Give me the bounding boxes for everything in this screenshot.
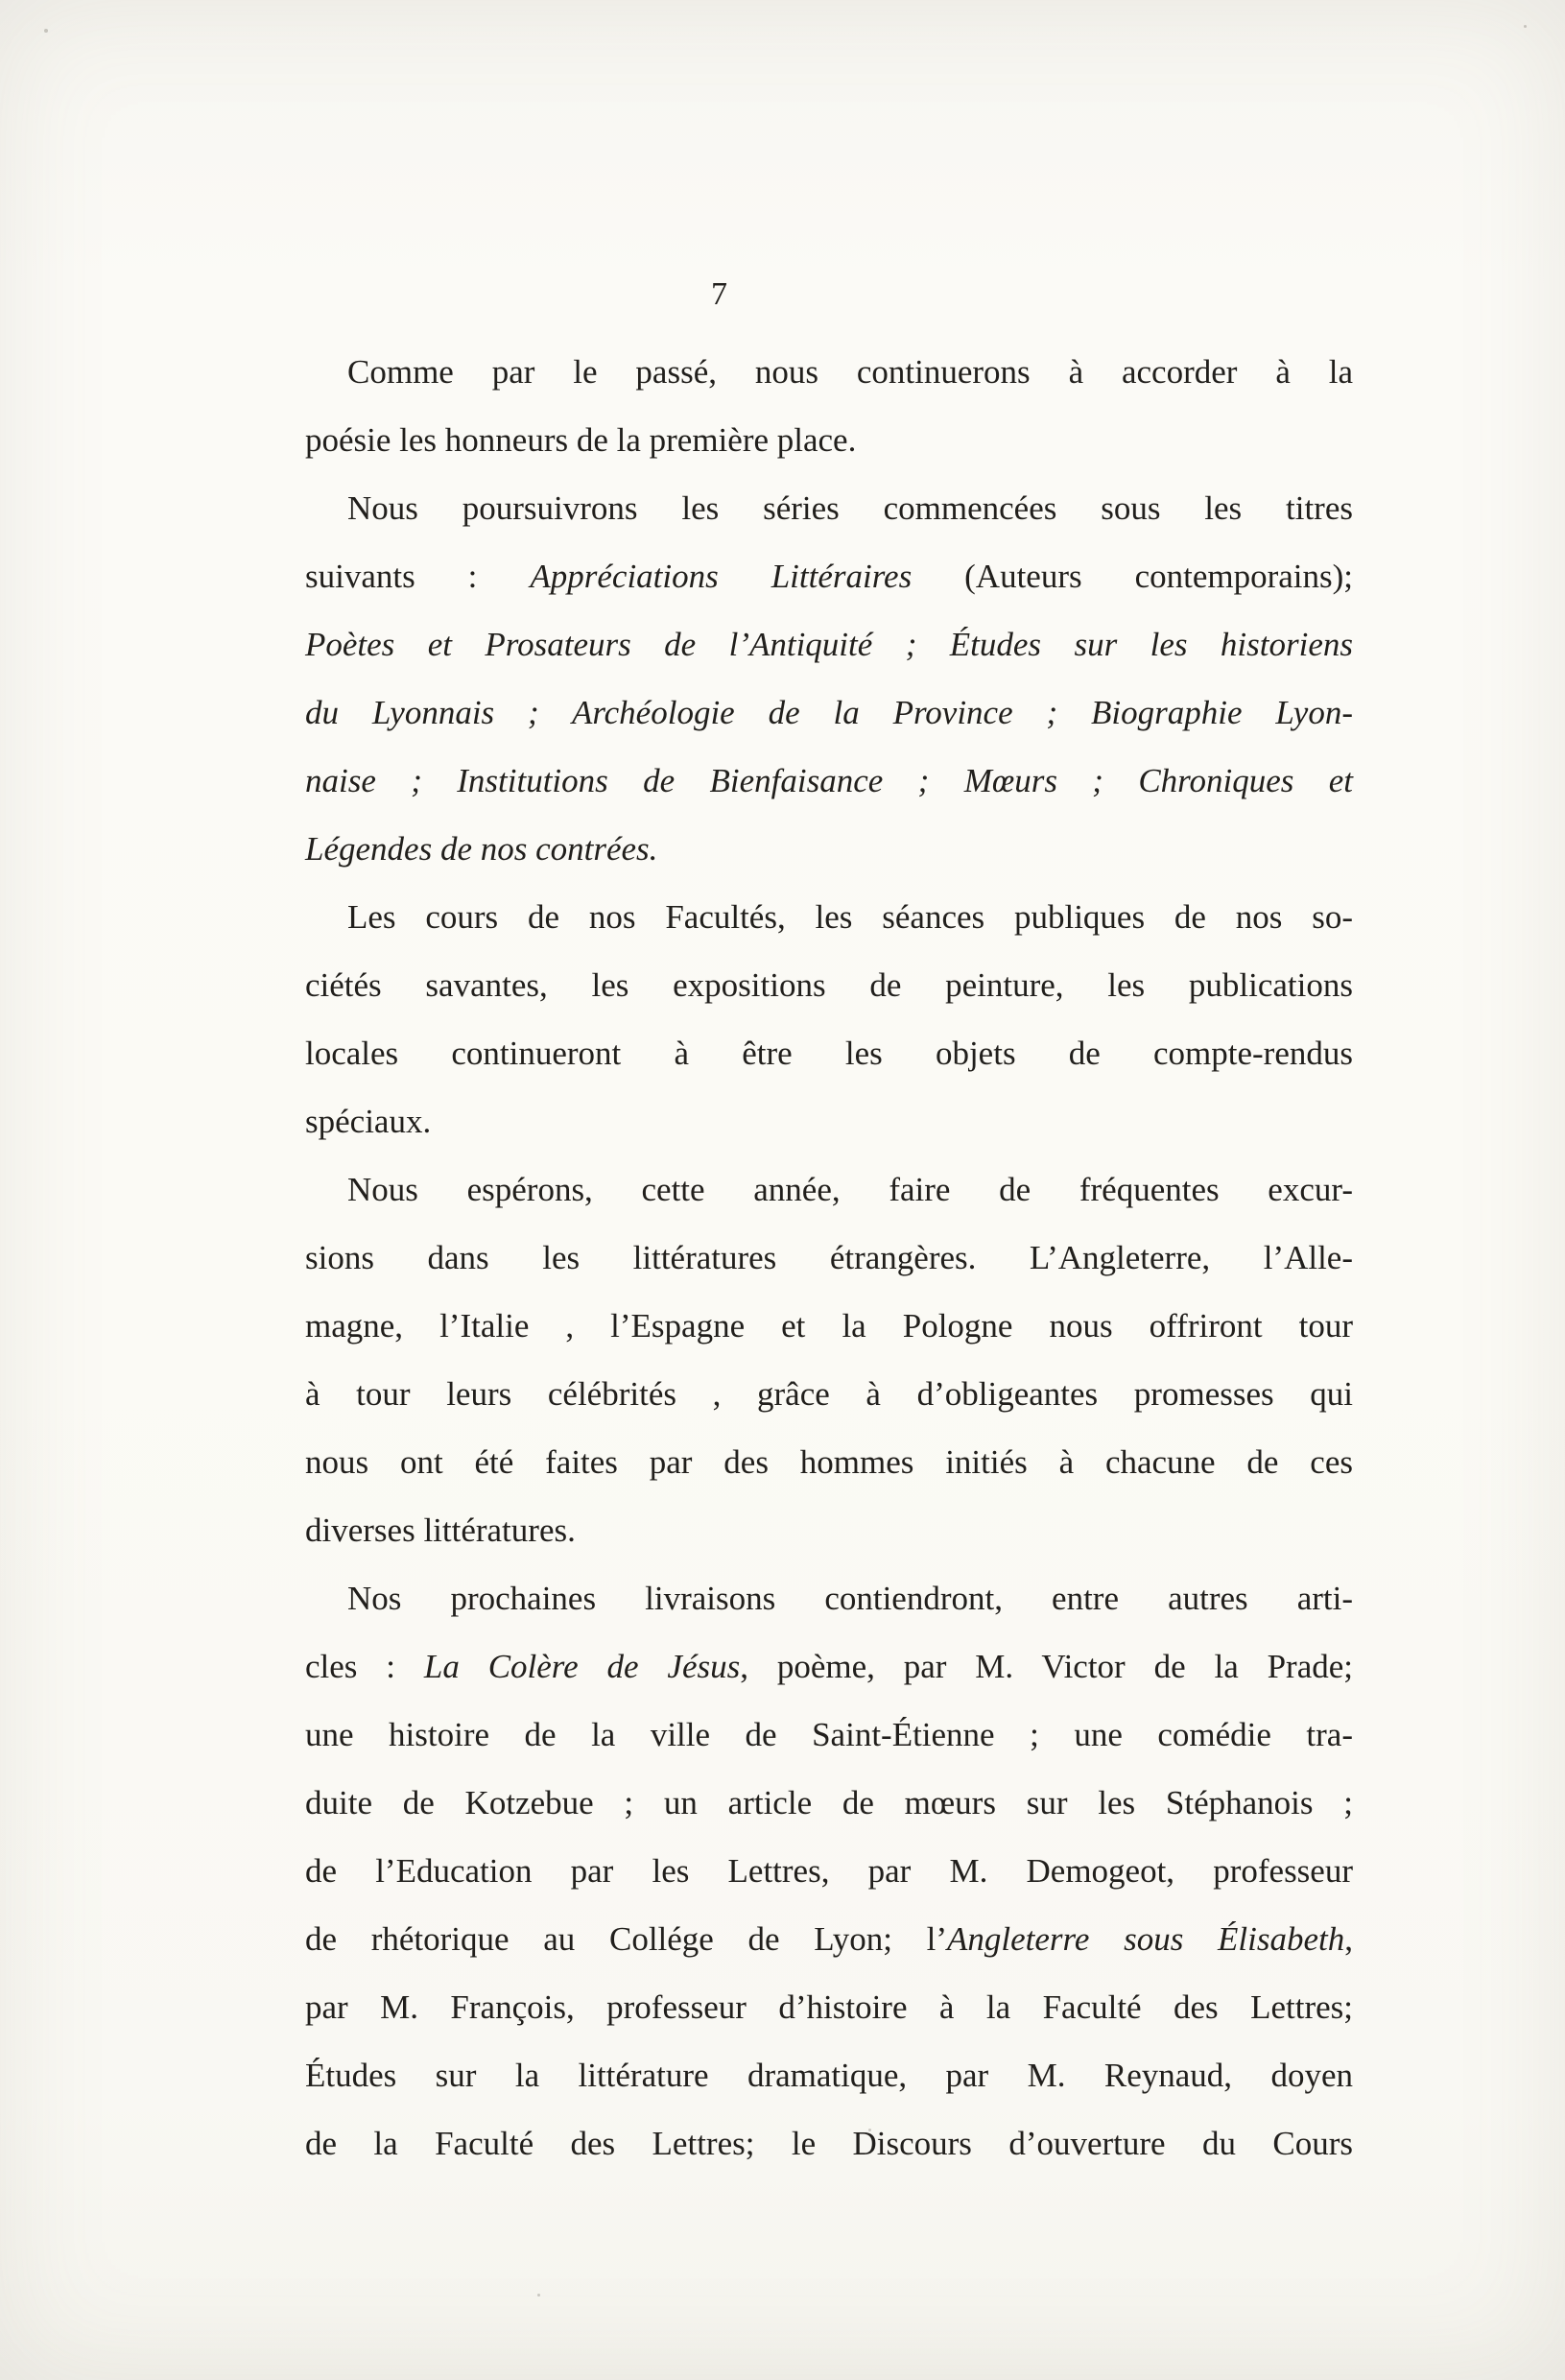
text-segment: de la Faculté des Lettres; le Discours d’ouverture du Cours xyxy=(305,2125,1353,2162)
text-line xyxy=(305,1360,1353,1428)
body-text-block xyxy=(305,338,1353,2178)
scan-speckle xyxy=(44,29,48,33)
text-line xyxy=(305,2109,1353,2178)
text-line xyxy=(305,883,1353,951)
text-segment: suivants : xyxy=(305,558,531,595)
text-line xyxy=(305,1496,1353,1564)
text-line xyxy=(305,1837,1353,1905)
text-line xyxy=(305,1769,1353,1837)
text-line xyxy=(305,1973,1353,2041)
text-line xyxy=(305,1632,1353,1701)
italic-text-segment: Angleterre sous Élisabeth xyxy=(947,1920,1345,1958)
text-segment: poésie les honneurs de la première place. xyxy=(305,421,857,459)
italic-text-segment: Appréciations Littéraires xyxy=(530,558,965,595)
text-line xyxy=(305,1701,1353,1769)
text-line xyxy=(305,406,1353,474)
text-segment: (Auteurs contemporains); xyxy=(964,558,1354,595)
text-segment: Études sur la littérature dramatique, par M. Reynaud, doyen xyxy=(305,2057,1353,2094)
text-line xyxy=(305,2041,1353,2109)
text-segment: , poème, par M. Victor de la Prade; xyxy=(740,1648,1354,1685)
text-segment: magne, l’Italie , l’Espagne et la Pologne nous offriront tour xyxy=(305,1307,1353,1345)
italic-text-segment: Poètes et Prosateurs de l’Antiquité ; Études sur les historiens xyxy=(305,626,1353,663)
text-segment: Nous poursuivrons les séries commencées sous les titres xyxy=(347,489,1353,527)
scan-speckle xyxy=(537,2294,540,2297)
text-segment: Nos prochaines livraisons contiendront, entre autres arti- xyxy=(347,1580,1353,1617)
text-line xyxy=(305,1224,1353,1292)
scan-speckle xyxy=(1524,25,1527,28)
italic-text-segment: Légendes de nos contrées. xyxy=(305,830,658,868)
text-line xyxy=(305,1905,1353,1973)
text-line xyxy=(305,678,1353,747)
text-segment: Nous espérons, cette année, faire de fréquentes excur- xyxy=(347,1171,1353,1208)
text-segment: une histoire de la ville de Saint-Étienne ; une comédie tra- xyxy=(305,1716,1353,1753)
text-segment: diverses littératures. xyxy=(305,1511,576,1549)
text-line xyxy=(305,474,1353,542)
text-segment: spéciaux. xyxy=(305,1103,432,1140)
text-line xyxy=(305,338,1353,406)
text-segment: Les cours de nos Facultés, les séances publiques de nos so- xyxy=(347,898,1353,936)
text-line xyxy=(305,951,1353,1019)
text-line xyxy=(305,1292,1353,1360)
text-segment: ciétés savantes, les expositions de peinture, les publications xyxy=(305,966,1353,1004)
italic-text-segment: La Colère de Jésus xyxy=(423,1648,741,1685)
text-segment: nous ont été faites par des hommes initiés à chacune de ces xyxy=(305,1443,1353,1481)
text-line xyxy=(305,1155,1353,1224)
text-line xyxy=(305,542,1353,610)
text-segment: Comme par le passé, nous continuerons à accorder à la xyxy=(347,353,1353,391)
text-segment: cles : xyxy=(305,1648,424,1685)
text-line xyxy=(305,1564,1353,1632)
text-line xyxy=(305,610,1353,678)
text-line xyxy=(305,1019,1353,1087)
text-segment: à tour leurs célébrités , grâce à d’obligeantes promesses qui xyxy=(305,1375,1353,1413)
text-line xyxy=(305,1428,1353,1496)
text-segment: par M. François, professeur d’histoire à la Faculté des Lettres; xyxy=(305,1988,1353,2026)
text-segment: de rhétorique au Collége de Lyon; l’ xyxy=(305,1920,948,1958)
page-number: 7 xyxy=(711,276,728,312)
text-segment: locales continueront à être les objets de compte-rendus xyxy=(305,1035,1353,1072)
text-line xyxy=(305,747,1353,815)
text-segment: duite de Kotzebue ; un article de mœurs sur les Stéphanois ; xyxy=(305,1784,1353,1821)
text-line xyxy=(305,815,1353,883)
italic-text-segment: naise ; Institutions de Bienfaisance ; Mœurs ; Chroniques et xyxy=(305,762,1353,799)
text-segment: de l’Education par les Lettres, par M. Demogeot, professeur xyxy=(305,1852,1353,1890)
text-segment: , xyxy=(1344,1920,1353,1958)
text-line xyxy=(305,1087,1353,1155)
italic-text-segment: du Lyonnais ; Archéologie de la Province ; Biographie Lyon- xyxy=(305,694,1353,731)
text-segment: sions dans les littératures étrangères. L’Angleterre, l’Alle- xyxy=(305,1239,1353,1276)
